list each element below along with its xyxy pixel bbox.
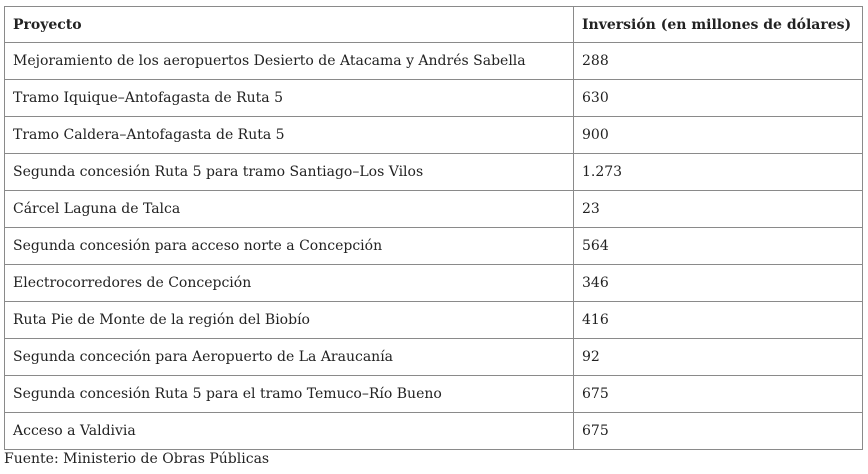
table-row — [5, 339, 863, 376]
table-row — [5, 413, 863, 450]
project-cell: Cárcel Laguna de Talca — [5, 191, 574, 228]
project-cell: Tramo Caldera–Antofagasta de Ruta 5 — [5, 117, 574, 154]
investment-cell: 92 — [574, 339, 863, 376]
header-inversion: Inversión (en millones de dólares) — [574, 7, 863, 43]
investment-cell: 23 — [574, 191, 863, 228]
investment-cell: 900 — [574, 117, 863, 154]
table-row — [5, 191, 863, 228]
investment-cell: 630 — [574, 80, 863, 117]
table-header-row — [5, 7, 863, 43]
investment-cell: 564 — [574, 228, 863, 265]
project-cell: Tramo Iquique–Antofagasta de Ruta 5 — [5, 80, 574, 117]
source-note: Fuente: Ministerio de Obras Públicas — [4, 451, 270, 467]
investment-cell: 416 — [574, 302, 863, 339]
project-cell: Acceso a Valdivia — [5, 413, 574, 450]
investment-table — [4, 6, 863, 450]
project-cell: Segunda concesión para acceso norte a Concepción — [5, 228, 574, 265]
header-proyecto: Proyecto — [5, 7, 574, 43]
project-cell: Mejoramiento de los aeropuertos Desierto de Atacama y Andrés Sabella — [5, 43, 574, 80]
investment-cell: 675 — [574, 413, 863, 450]
investment-cell: 346 — [574, 265, 863, 302]
project-cell: Segunda concesión Ruta 5 para el tramo Temuco–Río Bueno — [5, 376, 574, 413]
table-body — [5, 43, 863, 450]
table-row — [5, 376, 863, 413]
table-row — [5, 80, 863, 117]
table-row — [5, 117, 863, 154]
investment-cell: 675 — [574, 376, 863, 413]
table-row — [5, 302, 863, 339]
table-row — [5, 228, 863, 265]
investment-cell: 1.273 — [574, 154, 863, 191]
table-row — [5, 43, 863, 80]
project-cell: Electrocorredores de Concepción — [5, 265, 574, 302]
table-row — [5, 265, 863, 302]
investment-cell: 288 — [574, 43, 863, 80]
table-row — [5, 154, 863, 191]
project-cell: Ruta Pie de Monte de la región del Biobío — [5, 302, 574, 339]
project-cell: Segunda concesión Ruta 5 para tramo Santiago–Los Vilos — [5, 154, 574, 191]
project-cell: Segunda conceción para Aeropuerto de La Araucanía — [5, 339, 574, 376]
